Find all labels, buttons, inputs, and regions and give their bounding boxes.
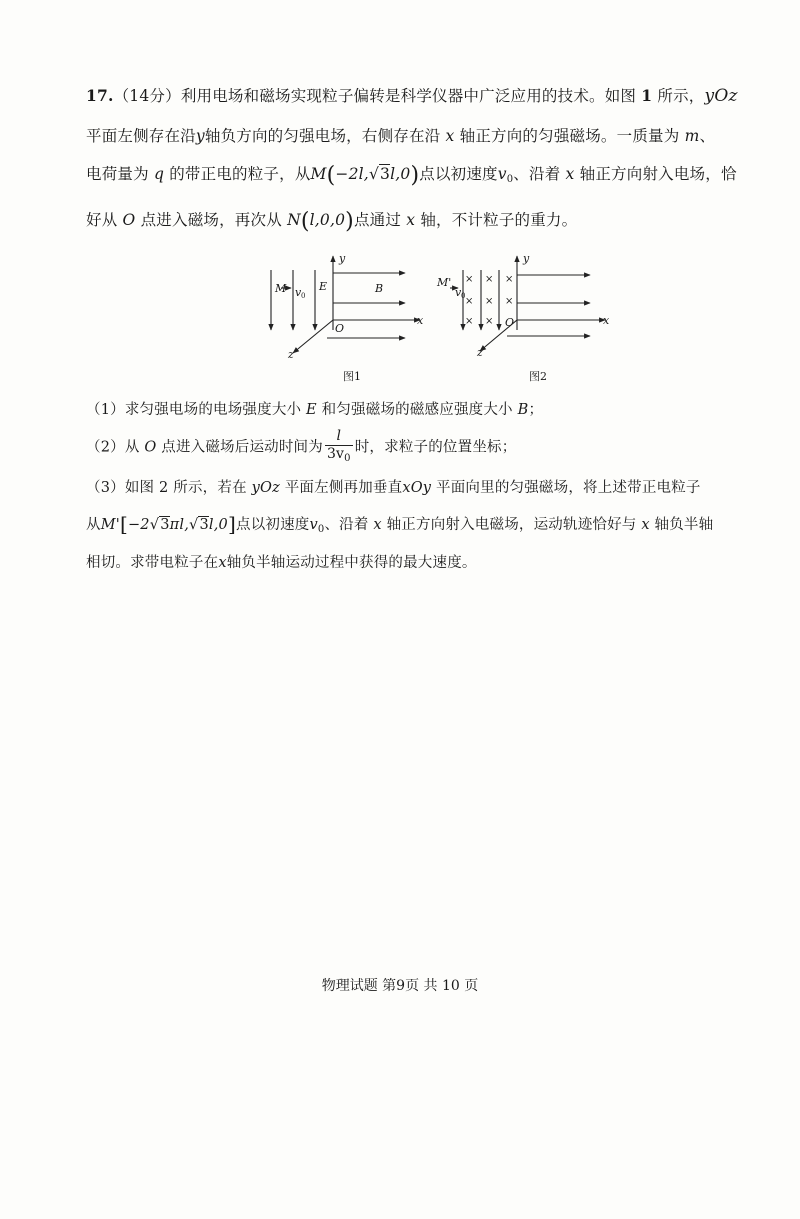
fig1-caption: 图1: [343, 370, 361, 383]
cross-mark: ×: [505, 296, 514, 307]
cross-mark: ×: [465, 296, 474, 307]
part-3-line-1: [86, 476, 701, 497]
question-text: 平面左侧存在沿: [86, 127, 196, 145]
paren: (: [300, 209, 310, 234]
z-axis: [293, 320, 333, 353]
question-text: 好从: [86, 211, 118, 229]
axis-label: x: [641, 517, 650, 533]
figure-1: [271, 256, 420, 353]
fig1-label-v-sub: 0: [301, 292, 306, 300]
question-text: 电荷量为: [86, 165, 149, 183]
velocity-symbol: v: [497, 165, 507, 183]
paren: ): [410, 163, 420, 188]
question-text: 点通过: [353, 211, 402, 229]
question-text: 轴正方向的匀强磁场。一质量为: [459, 127, 680, 145]
axis-label: x: [406, 211, 416, 229]
part-text: 轴正方向射入电磁场，运动轨迹恰好与: [386, 517, 637, 533]
velocity-symbol: v: [309, 517, 318, 533]
question-text: 、沿着: [513, 165, 561, 183]
fig2-label-z: z: [477, 346, 483, 359]
part-text: （3）如图 2 所示，若在: [86, 480, 247, 496]
question-text: 的带正电的粒子，从: [169, 165, 311, 183]
mass-symbol: m: [684, 127, 700, 145]
plane-label: xOy: [402, 480, 432, 496]
part-3-line-2: 从M'[−2√3πl,√3l,0]点以初速度$v_0$、沿着 x 轴正方向射入电磁场，运动轨迹恰好与 x 轴负半轴: [86, 512, 714, 536]
part-text: （1）求匀强电场的电场强度大小: [86, 402, 302, 418]
part-text: 平面向里的匀强磁场，将上述带正电粒子: [436, 480, 701, 496]
fig1-label-x: x: [417, 314, 424, 327]
axis-label: x: [218, 555, 227, 571]
cross-mark: ×: [505, 274, 514, 285]
bracket: [: [119, 512, 128, 536]
point-O: O: [144, 439, 157, 456]
fig2-label-x: x: [603, 314, 610, 327]
part-text: 点以初速度: [236, 517, 310, 533]
sqrt-value: 3: [380, 165, 391, 183]
question-line-2: [86, 124, 715, 146]
part-text: 平面左侧再加垂直: [284, 480, 403, 496]
question-text: 点以初速度: [419, 165, 498, 183]
part-text: 时，求粒子的位置坐标；: [354, 439, 517, 456]
part-text: 轴负半轴: [654, 517, 714, 533]
part-text: 轴负半轴运动过程中获得的最大速度。: [226, 555, 477, 571]
subscript: 0: [317, 524, 325, 535]
cross-mark: ×: [465, 274, 474, 285]
part-text: 从: [86, 517, 101, 533]
axis-label: x: [373, 517, 382, 533]
part-1: [86, 398, 543, 419]
point-N: N: [287, 211, 301, 229]
part-text: 和匀强磁场的磁感应强度大小: [321, 402, 513, 418]
fig2-label-v-sub: 0: [461, 292, 466, 300]
figure-diagrams: [255, 248, 615, 388]
question-text: 所示，: [657, 87, 705, 105]
question-points: （14分）: [113, 87, 181, 105]
coord: πl,: [169, 517, 190, 533]
den-text: 3v: [326, 446, 345, 462]
fig1-label-z: z: [288, 348, 294, 361]
fig1-label-v: v: [295, 286, 302, 299]
question-text: 轴，不计粒子的重力。: [420, 211, 578, 229]
question-line-1: [86, 84, 738, 106]
question-text: 轴正方向射入电场，恰: [579, 165, 737, 183]
axis-label: x: [445, 127, 455, 145]
part-text: （2）从: [86, 439, 140, 456]
subscript: 0: [344, 453, 351, 464]
question-text: 轴负方向的匀强电场，右侧存在沿: [204, 127, 441, 145]
paren: (: [326, 163, 336, 188]
fig1-label-M: M: [275, 282, 287, 295]
question-text: 点进入磁场，再次从: [140, 211, 282, 229]
question-text: 利用电场和磁场实现粒子偏转是科学仪器中广泛应用的技术。如图: [180, 87, 637, 105]
fig1-label-y: y: [339, 252, 346, 265]
sqrt-value: 3: [199, 517, 209, 533]
coord: l,0: [208, 517, 228, 533]
bracket: ]: [227, 512, 236, 536]
plane-label: yOz: [251, 480, 280, 496]
coord: −2l,: [335, 165, 369, 183]
part-text: 点进入磁场后运动时间为: [161, 439, 323, 456]
part-text: 相切。求带电粒子在: [86, 555, 219, 571]
part-text: ；: [528, 402, 544, 418]
fig2-caption: 图2: [529, 370, 547, 383]
cross-mark: ×: [485, 316, 494, 327]
point-O: O: [122, 211, 136, 229]
symbol-B: B: [517, 402, 529, 418]
part-text: 、沿着: [324, 517, 369, 533]
fraction-denominator: [325, 446, 353, 467]
coord: l,0: [390, 165, 411, 183]
fig2-label-v: v: [455, 286, 462, 299]
question-line-4: [86, 208, 577, 234]
point-M: M: [310, 165, 327, 183]
fig2-label-O: O: [505, 316, 515, 329]
paren: ): [345, 209, 354, 234]
axis-label: y: [195, 127, 205, 145]
cross-mark: ×: [485, 296, 494, 307]
figure-ref: 1: [641, 86, 653, 105]
fraction-numerator: l: [325, 428, 353, 446]
axis-label: x: [565, 165, 575, 183]
part-2: [86, 428, 516, 467]
charge-symbol: q: [153, 165, 165, 183]
symbol-E: E: [306, 402, 317, 418]
coord: l,0,0: [309, 211, 346, 229]
coord: −2: [127, 517, 150, 533]
part-3-line-3: [86, 551, 477, 572]
page-footer: 物理试题 第9页 共 10 页: [321, 978, 479, 994]
fig2-label-M: M': [437, 276, 452, 289]
cross-mark: ×: [465, 316, 474, 327]
fig2-label-y: y: [523, 252, 530, 265]
fig1-label-B: B: [375, 282, 384, 295]
fig1-label-E: E: [319, 280, 328, 293]
cross-mark: ×: [485, 274, 494, 285]
subscript: 0: [506, 174, 514, 185]
sqrt-value: 3: [160, 517, 170, 533]
fraction: [325, 428, 353, 467]
plane-label: yOz: [704, 86, 738, 106]
point-M-prime: M': [100, 517, 120, 533]
question-number: 17.: [86, 86, 114, 105]
question-text: 、: [699, 127, 716, 145]
question-line-3: 电荷量为 q 的带正电的粒子，从M(−2l,√3l,0)点以初速度$v_0$、沿着 x 轴正方向射入电场，恰: [86, 163, 737, 188]
fig1-label-O: O: [335, 322, 345, 335]
